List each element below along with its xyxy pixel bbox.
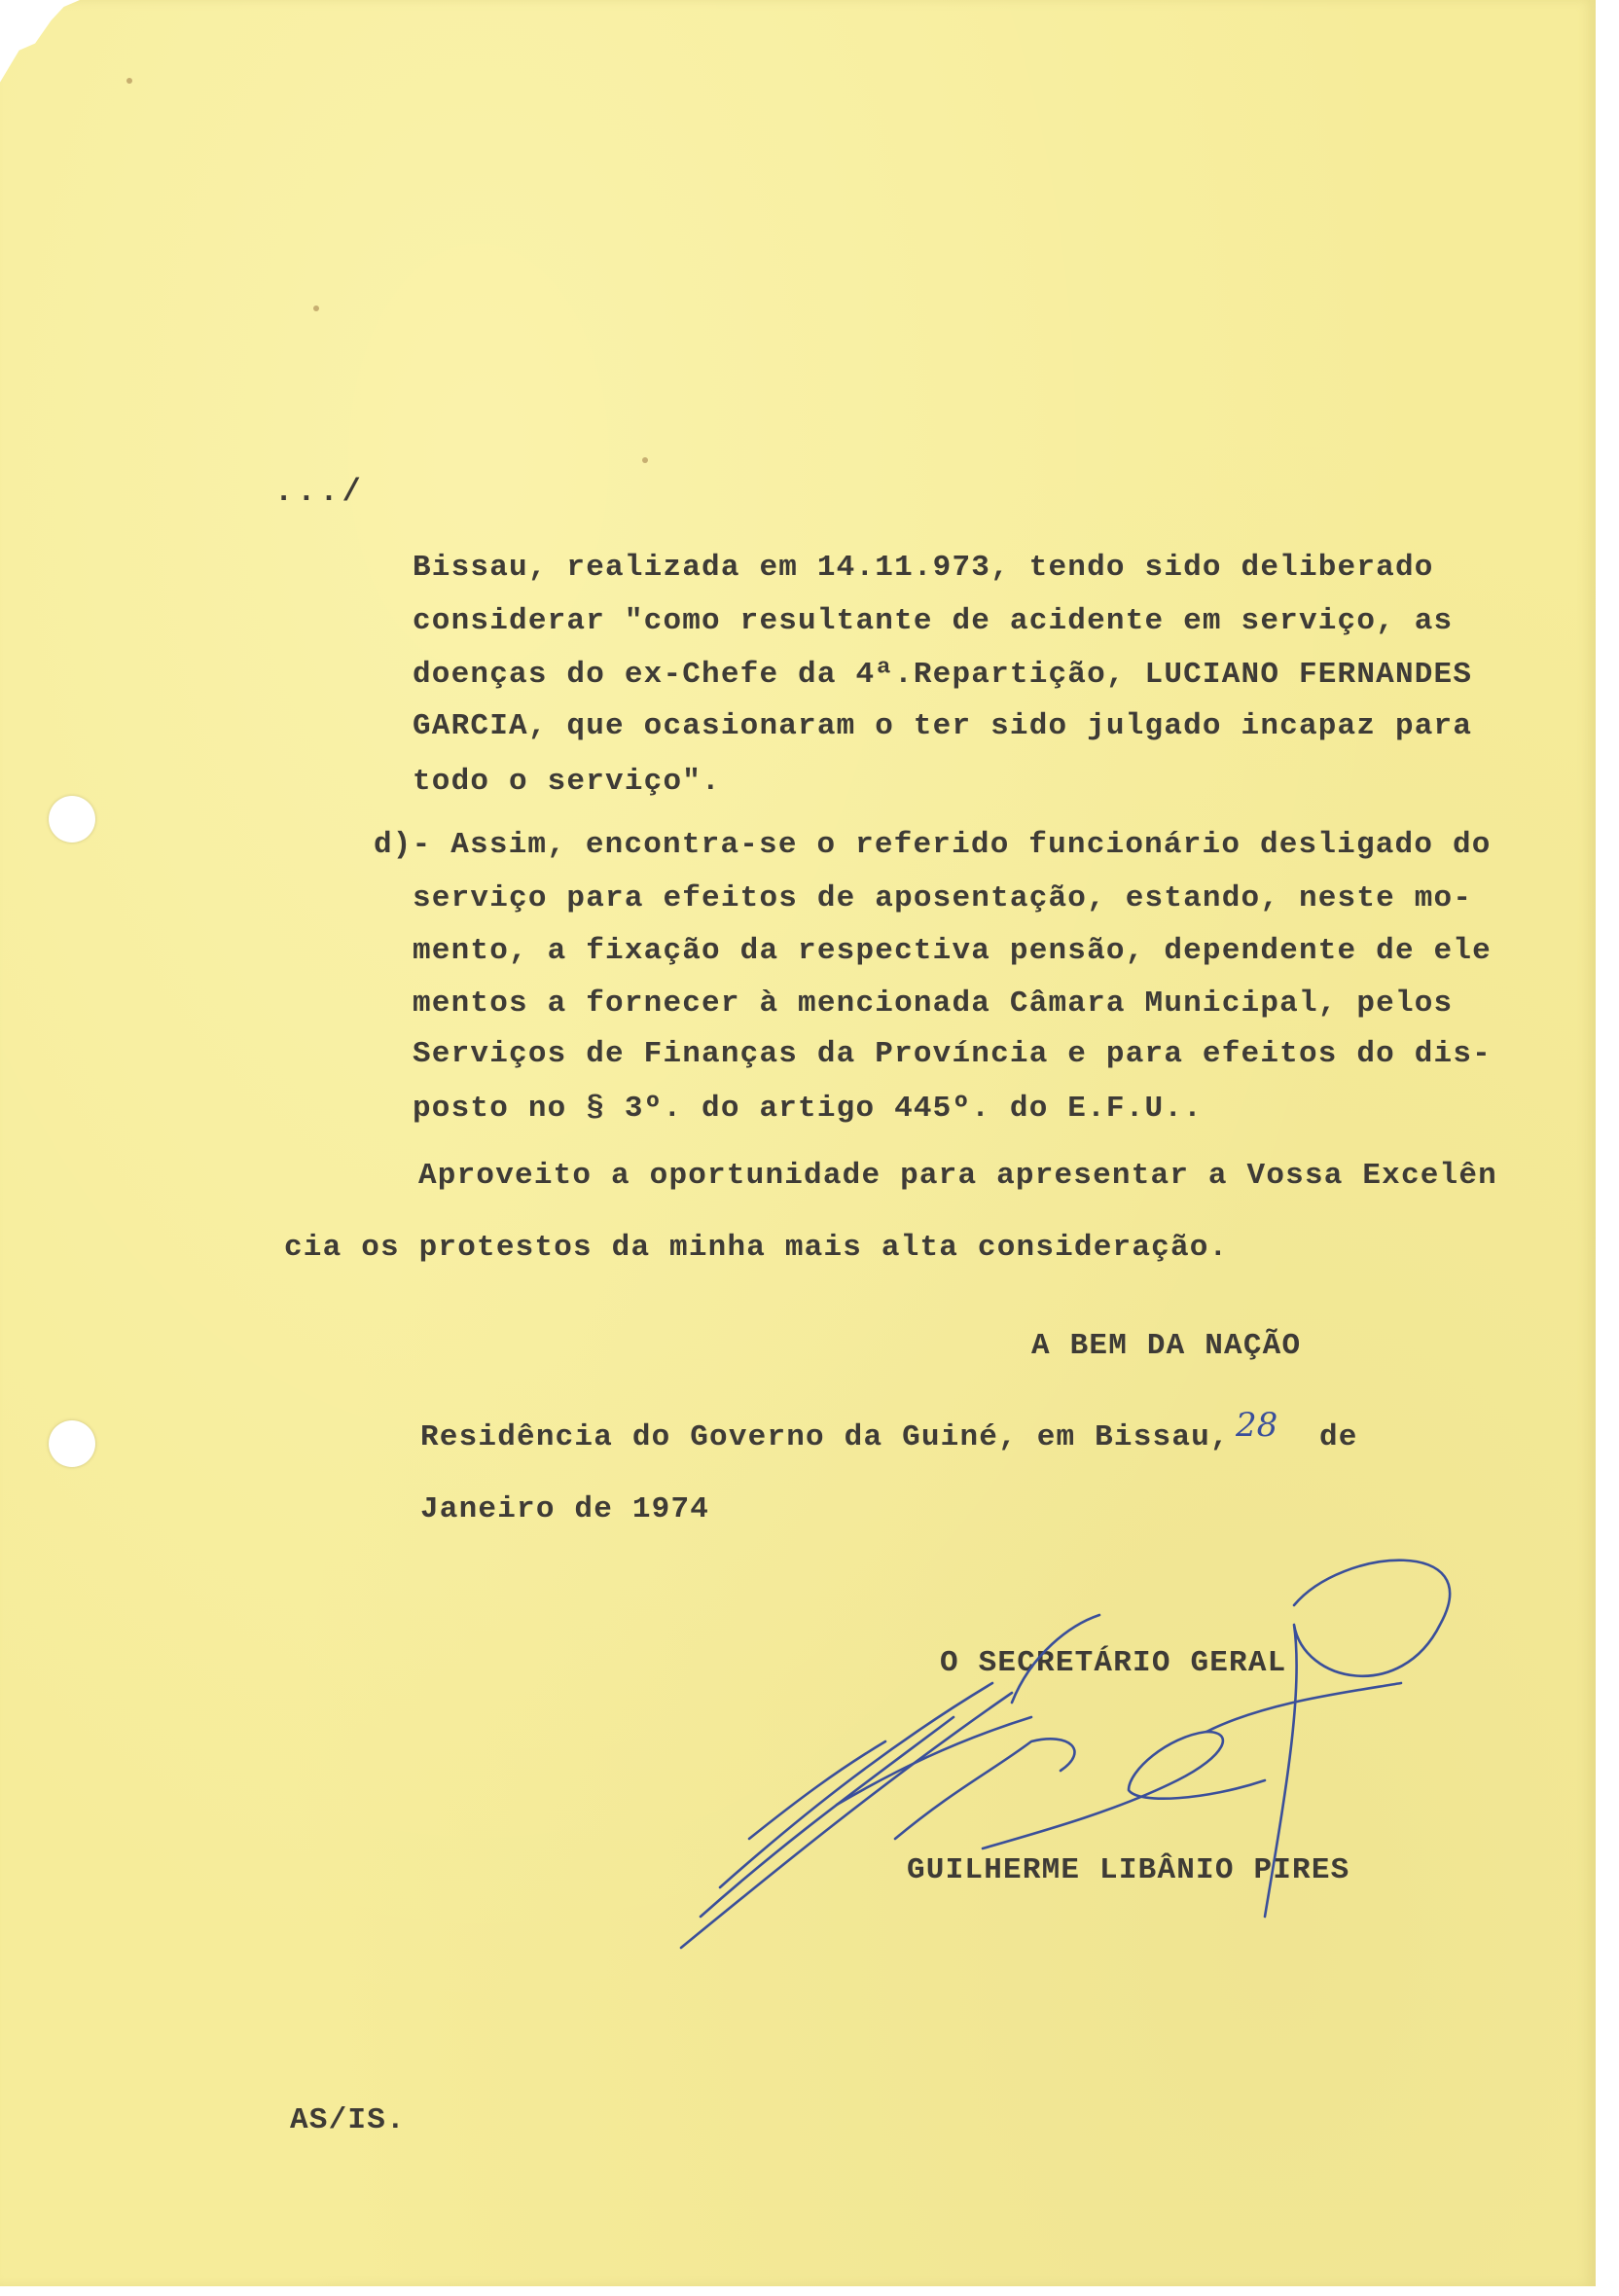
closing-line-1: Aproveito a oportunidade para apresentar a Vossa Excelên <box>418 1159 1497 1193</box>
paragraph-d-line-4: mentos a fornecer à mencionada Câmara Municipal, pelos <box>413 987 1454 1021</box>
signer-name: GUILHERME LIBÂNIO PIRES <box>907 1853 1350 1887</box>
closing-line-2: cia os protestos da minha mais alta consideração. <box>284 1231 1229 1265</box>
paragraph-d-line-6: posto no § 3º. do artigo 445º. do E.F.U.. <box>413 1092 1203 1126</box>
reference-initials: AS/IS. <box>290 2103 406 2137</box>
paragraph-d-line-5: Serviços de Finanças da Província e para efeitos do dis- <box>413 1037 1492 1071</box>
paragraph-c-line-2: considerar "como resultante de acidente em serviço, as <box>413 604 1454 638</box>
paragraph-c-line-1: Bissau, realizada em 14.11.973, tendo sido deliberado <box>413 551 1434 585</box>
paper-speck <box>313 305 319 311</box>
paragraph-c-line-5: todo o serviço". <box>413 765 721 799</box>
handwritten-day: 28 <box>1236 1406 1278 1445</box>
paragraph-d-line-2: serviço para efeitos de aposentação, estando, neste mo- <box>413 881 1473 915</box>
punch-hole-lower <box>49 1420 95 1467</box>
signature-scribble <box>662 1547 1498 1975</box>
place-line: Residência do Governo da Guiné, em Bissau, <box>420 1420 1230 1454</box>
page-edge <box>1596 0 1619 2296</box>
date-de: de <box>1319 1420 1358 1454</box>
motto: A BEM DA NAÇÃO <box>1031 1329 1302 1363</box>
paragraph-c-line-4: GARCIA, que ocasionaram o ter sido julgado incapaz para <box>413 709 1473 743</box>
paragraph-c-line-3: doenças do ex-Chefe da 4ª.Repartição, LUCIANO FERNANDES <box>413 658 1473 692</box>
paragraph-d-line-3: mento, a fixação da respectiva pensão, dependente de ele <box>413 934 1492 968</box>
punch-hole-upper <box>49 796 95 843</box>
month-year: Janeiro de 1974 <box>420 1492 710 1526</box>
paragraph-d-line-1: d)- Assim, encontra-se o referido funcionário desligado do <box>374 828 1492 862</box>
paper-speck <box>126 78 132 84</box>
signer-title: O SECRETÁRIO GERAL <box>940 1646 1287 1680</box>
paper-speck <box>642 457 648 463</box>
continuation-mark: .../ <box>274 474 365 510</box>
